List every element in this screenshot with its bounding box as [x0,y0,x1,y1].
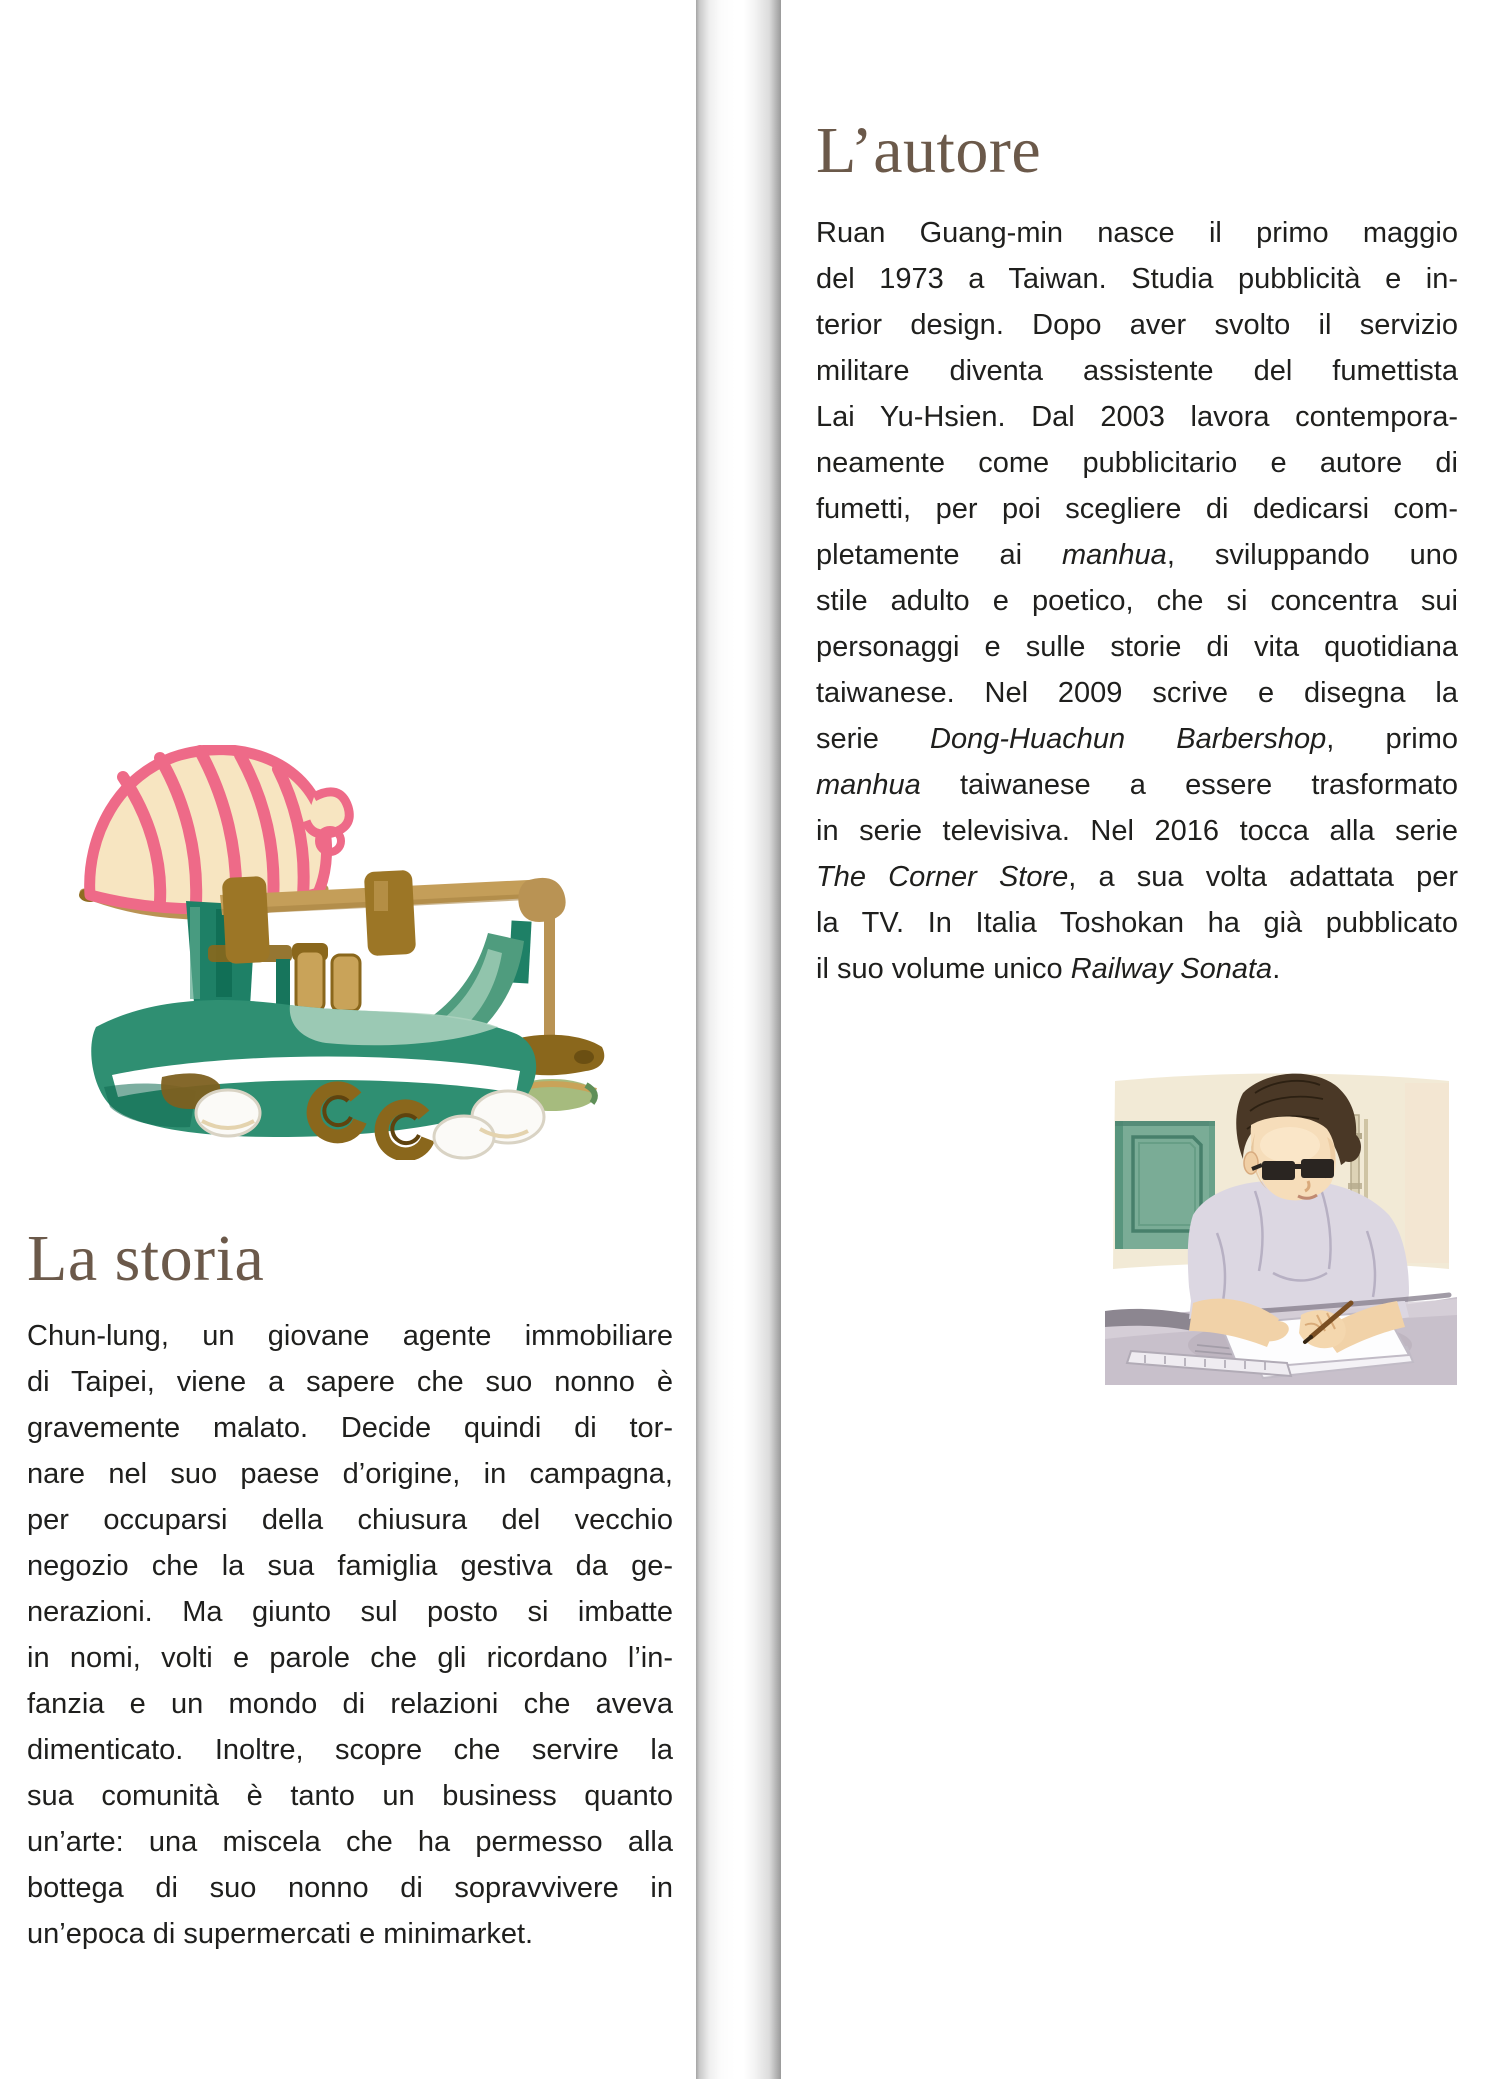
text-line: del 1973 a Taiwan. Studia pubblicità e in- [816,263,1458,295]
scale-dome [90,750,350,909]
text-line: Lai Yu-Hsien. Dal 2003 lavora contempora- [816,401,1458,433]
text-line: di Taipei, viene a sapere che suo nonno è [27,1366,673,1398]
text-line: per occuparsi della chiusura del vecchio [27,1504,673,1536]
text-line: un’epoca di supermercati e minimarket. [27,1918,534,1950]
text-line: Chun-lung, un giovane agente immobiliare [27,1320,673,1352]
shop-scale-illustration [78,745,608,1160]
author-portrait-illustration [1105,1063,1457,1385]
text-line: sua comunità è tanto un business quanto [27,1780,673,1812]
text-line: fumetti, per poi scegliere di dedicarsi com- [816,493,1458,525]
text-line: terior design. Dopo aver svolto il servizio [816,309,1458,341]
text-line: pletamente ai manhua, sviluppando uno [816,539,1458,571]
text-line: taiwanese. Nel 2009 scrive e disegna la [816,677,1458,709]
text-line: The Corner Store, a sua volta adattata per [816,861,1458,893]
page-fold-gutter [696,0,781,2079]
text-line: negozio che la sua famiglia gestiva da ge- [27,1550,673,1582]
text-line: Ruan Guang-min nasce il primo maggio [816,217,1458,249]
story-section-heading: La storia [27,1222,265,1295]
text-line: il suo volume unico Railway Sonata. [816,953,1281,985]
text-line: personaggi e sulle storie di vita quotidiana [816,631,1458,663]
text-line: nerazioni. Ma giunto sul posto si imbatte [27,1596,673,1628]
text-line: manhua taiwanese a essere trasformato [816,769,1458,801]
text-line: dimenticato. Inoltre, scopre che servire la [27,1734,673,1766]
text-line: nare nel suo paese d’origine, in campagna, [27,1458,673,1490]
text-line: la TV. In Italia Toshokan ha già pubblicato [816,907,1458,939]
text-line: neamente come pubblicitario e autore di [816,447,1458,479]
author-paragraph [816,210,1458,992]
text-line: fanzia e un mondo di relazioni che aveva [27,1688,673,1720]
author-section-heading: L’autore [816,114,1042,187]
text-line: militare diventa assistente del fumettista [816,355,1458,387]
text-line: in nomi, volti e parole che gli ricordano l’in- [27,1642,673,1674]
text-line: gravemente malato. Decide quindi di tor- [27,1412,673,1444]
glasses [1252,1159,1334,1180]
story-paragraph [27,1313,673,1957]
text-line: in serie televisiva. Nel 2016 tocca alla serie [816,815,1458,847]
text-line: bottega di suo nonno di sopravvivere in [27,1872,673,1904]
text-line: serie Dong-Huachun Barbershop, primo [816,723,1458,755]
text-line: stile adulto e poetico, che si concentra sui [816,585,1458,617]
text-line: un’arte: una miscela che ha permesso alla [27,1826,673,1858]
